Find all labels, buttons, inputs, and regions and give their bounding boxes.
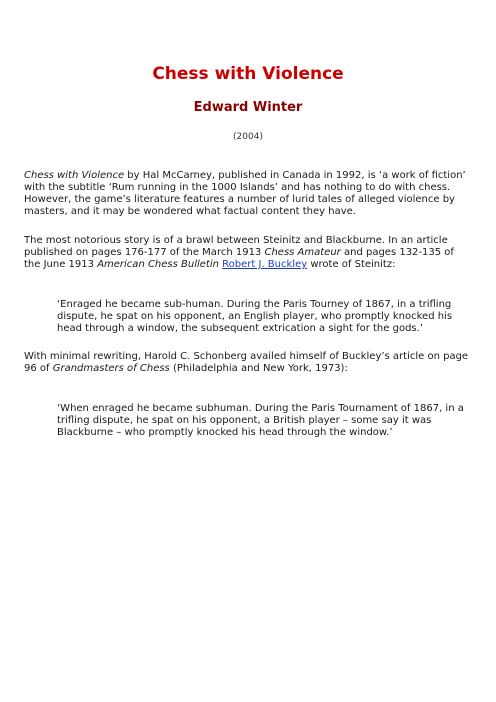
magazine-american-chess-bulletin: American Chess Bulletin <box>97 259 219 270</box>
paragraph-schonberg-text-a: With minimal rewriting, Harold C. Schonberg availed himself of Buckley’s article on page 96 of <box>24 351 469 374</box>
blockquote-schonberg: ‘When enraged he became subhuman. During the Paris Tournament of 1867, in a trifling dispute, he spat on his opponent, a British player – some say it was Blackburne – who promptly knocked his head through the window.’ <box>57 403 464 438</box>
magazine-chess-amateur: Chess Amateur <box>264 247 341 258</box>
book-grandmasters-of-chess: Grandmasters of Chess <box>52 363 170 374</box>
paragraph-brawl-text-b: and pages 132-135 of the June 1913 <box>24 247 454 270</box>
paragraph-brawl-text-d: wrote of Steinitz: <box>307 259 396 270</box>
paragraph-brawl <box>24 235 472 271</box>
paragraph-intro <box>24 170 472 218</box>
link-robert-buckley[interactable]: Robert J. Buckley <box>222 259 308 270</box>
paragraph-schonberg <box>24 351 472 375</box>
blockquote-buckley: ‘Enraged he became sub-human. During the Paris Tourney of 1867, in a trifling dispute, he spat on his opponent, an English player, who promptly knocked his head through a window, the subsequent extrication a sight for the gods.’ <box>57 299 453 334</box>
book-title-chess-with-violence: Chess with Violence <box>24 170 125 181</box>
paragraph-intro-text: by Hal McCarney, published in Canada in 1992, is ‘a work of fiction’ with the subtitle ‘Rum running in the 1000 Islands’ and has nothing to do with chess. However, the game’s literature features a number of lurid tales of alleged violence by masters, and it may be wondered what factual content they have. <box>24 170 466 217</box>
article-title: Chess with Violence <box>152 64 344 84</box>
article-author: Edward Winter <box>193 100 303 115</box>
paragraph-schonberg-text-b: (Philadelphia and New York, 1973): <box>169 363 348 374</box>
paragraph-brawl-text-a: The most notorious story is of a brawl between Steinitz and Blackburne. In an article published on pages 176-177 of the March 1913 <box>24 235 448 258</box>
article-year: (2004) <box>233 132 263 142</box>
